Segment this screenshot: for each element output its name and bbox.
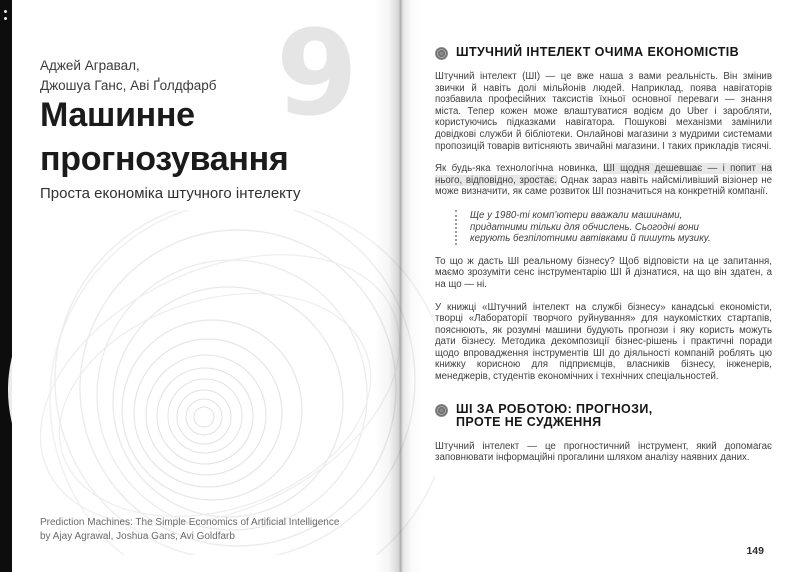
page-number: 149 bbox=[746, 545, 764, 558]
section-heading-2-line-2: ПРОТЕ НЕ СУДЖЕННЯ bbox=[456, 415, 602, 430]
section-heading-2-line-1: ШІ ЗА РОБОТОЮ: ПРОГНОЗИ, bbox=[456, 401, 653, 416]
right-page bbox=[435, 0, 772, 572]
section-heading-1-text: ШТУЧНИЙ ІНТЕЛЕКТ ОЧИМА ЕКОНОМІСТІВ bbox=[456, 45, 740, 59]
paragraph-3: То що ж дасть ШІ реальному бізнесу? Щоб відповісти на це запитання, маємо зрозуміти сенс інструментарію ШІ й дізнатися, на що він здатен, а на що — ні. bbox=[435, 255, 772, 290]
paragraph-2-before: Як будь-яка технологічна новинка, bbox=[435, 163, 604, 175]
paragraph-1: Штучний інтелект (ШІ) — це вже наша з вами реальність. Він змінив звички й навіть долі мільйонів людей. Наприклад, поява навігаторів позбавила професійних таксистів їхньої основної переваги — знання міста. Тепер кожен може влаштуватися водієм до Uber і заробляти, користуючись підказками навігатора. Пошукові механізми замінили довідкові служби й бібліотеки. Онлайнові магазини з мудрими системами пропозицій товарів витісняють звичайні магазини. І таких прикладів тисячі. bbox=[435, 71, 772, 152]
book-authors bbox=[40, 56, 216, 95]
book-subtitle: Проста економіка штучного інтелекту bbox=[40, 185, 301, 202]
spiral-bullet-icon bbox=[435, 404, 448, 417]
pull-quote: Ще у 1980-ті комп’ютери вважали машинами, придатними тільки для обчислень. Сьогодні вони керують безпілотними автівками й пишуть музику. bbox=[455, 210, 727, 245]
chapter-number: 9 bbox=[275, 4, 358, 142]
spiral-bullet-icon bbox=[435, 47, 448, 60]
paragraph-5: Штучний інтелект — це прогностичний інструмент, який допомагає заповнювати інформаційні прогалини шляхом аналізу наявних даних. bbox=[435, 440, 772, 464]
section-heading-1 bbox=[435, 46, 772, 60]
paragraph-4: У книжці «Штучний інтелект на службі бізнесу» канадські економісти, творці «Лабораторії творчого руйнування» для наукомістких стартапів, пояснюють, як розумні машини будують прогнози і яку користь можуть дати бізнесу. Методика декомпозиції бізнес-рішень і практичні поради щодо впровадження інструментів ШІ до діяльності компаній роблять цю книжку корисною для підприємців, власників бізнесу, інженерів, менеджерів, студентів економічних і технічних спеціальностей. bbox=[435, 301, 772, 383]
caption-line-2: by Ajay Agrawal, Joshua Gans, Avi Goldfarb bbox=[40, 530, 235, 542]
highlighted-sentence: ШІ щодня дешевшає — і попит на нього, відповідно, зростає. bbox=[435, 163, 772, 186]
section-heading-2 bbox=[435, 403, 772, 430]
original-title-caption bbox=[40, 516, 360, 543]
book-title: Машинне прогнозування bbox=[40, 96, 289, 178]
paragraph-2-after: Однак зараз навіть найсміливіший візіонер не може визначити, як саме розвиток ШІ позначиться на конкретній компанії. bbox=[435, 174, 772, 198]
left-page bbox=[12, 0, 400, 572]
caption-line-1: Prediction Machines: The Simple Economics of Artificial Intelligence bbox=[40, 517, 340, 528]
authors-line-2: Джошуа Ганс, Аві Ґолдфарб bbox=[40, 77, 217, 93]
authors-line-1: Аджей Агравал, bbox=[40, 58, 140, 73]
section-heading-2-text bbox=[456, 403, 653, 430]
paragraph-2 bbox=[435, 163, 772, 198]
